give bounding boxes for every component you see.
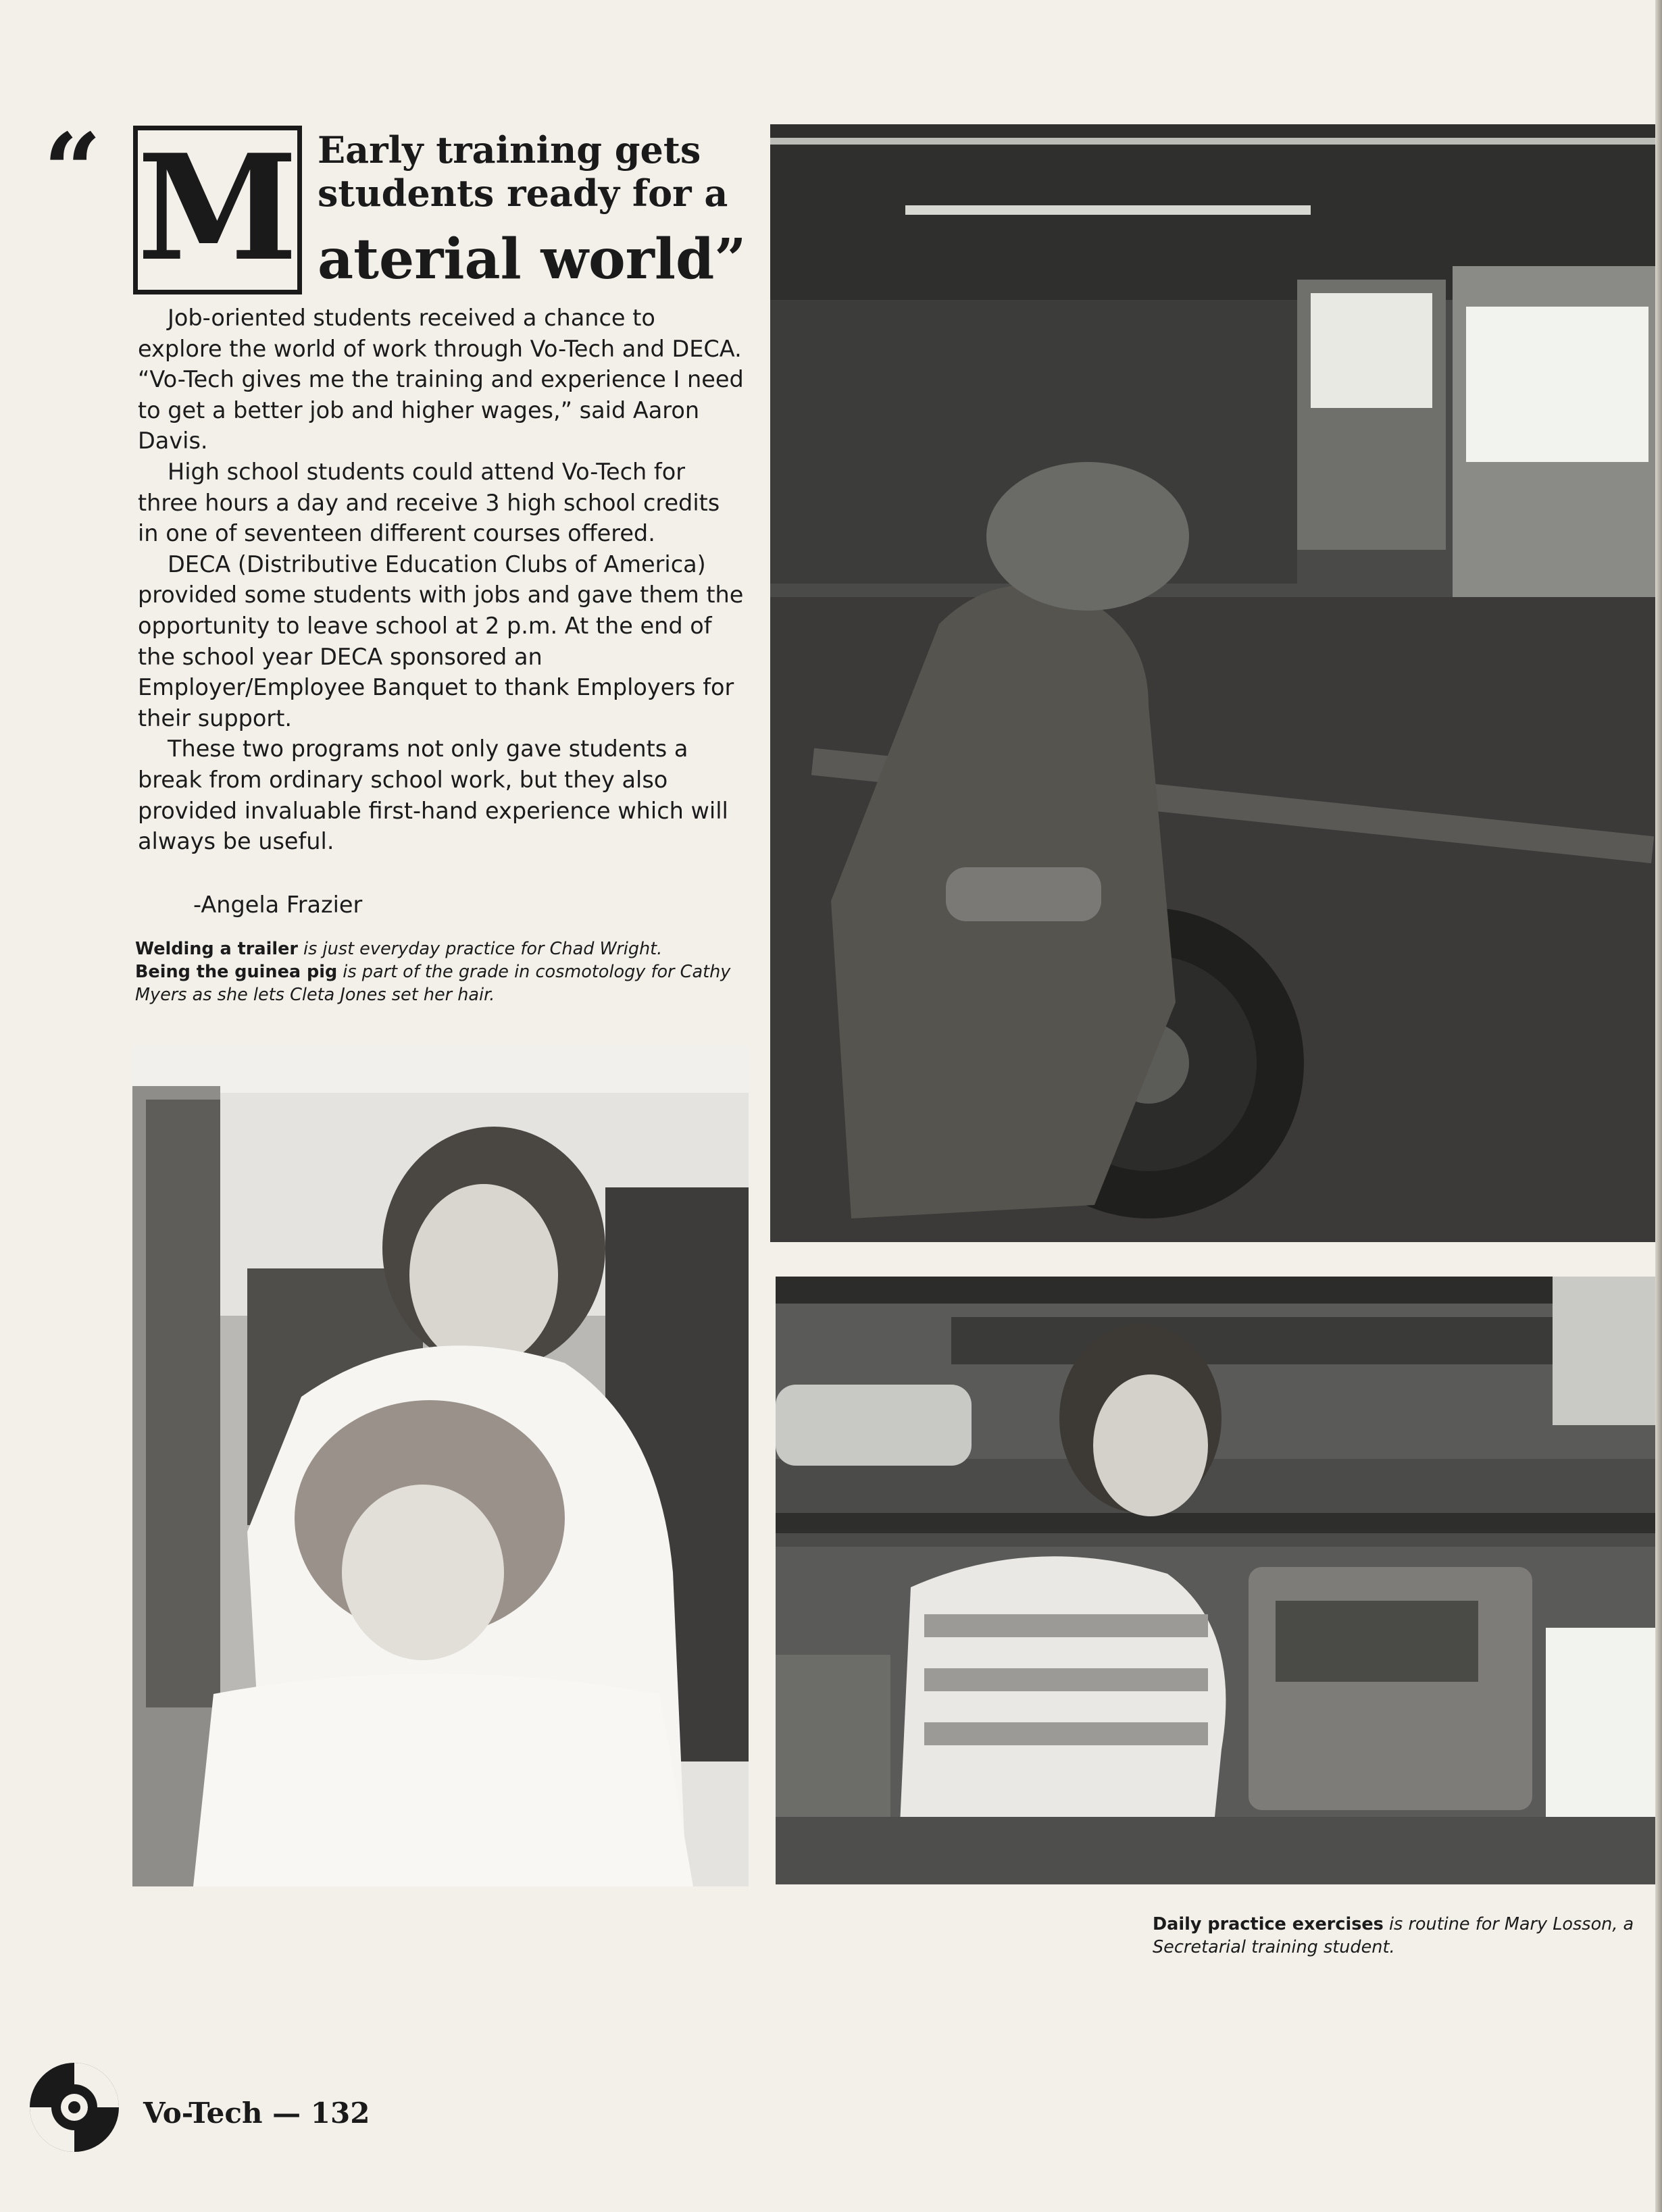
caption-hair-lead: Being the guinea pig bbox=[135, 962, 338, 982]
headline-open-quote: “ bbox=[43, 111, 102, 230]
folio-page-number: 132 bbox=[310, 2097, 370, 2130]
caption-typing-text: is routine for Mary Losson, a Secretarial training student. bbox=[1153, 1914, 1634, 1957]
caption-welding-text: is just everyday practice for Chad Wright. bbox=[297, 939, 663, 959]
caption-hair bbox=[135, 960, 763, 1006]
photo-captions-left bbox=[135, 937, 763, 1006]
typing-photo bbox=[776, 1277, 1655, 1884]
page-folio bbox=[143, 2097, 370, 2130]
page-gutter-shadow bbox=[1655, 0, 1662, 2212]
folio-separator: — bbox=[272, 2097, 301, 2130]
caption-typing bbox=[1153, 1913, 1659, 1959]
article-paragraph: These two programs not only gave students a break from ordinary school work, but they also provided invaluable first-hand experience which will always be useful. bbox=[138, 736, 728, 855]
article-body bbox=[138, 303, 746, 857]
record-disc-icon bbox=[27, 2060, 122, 2155]
headline-line-2: students ready for a bbox=[318, 172, 728, 215]
article-byline: -Angela Frazier bbox=[193, 892, 363, 918]
caption-typing-lead: Daily practice exercises bbox=[1153, 1914, 1384, 1934]
article-paragraph: Job-oriented students received a chance to explore the world of work through Vo-Tech and DECA. “Vo-Tech gives me the training and experience I need to get a better job and higher wages,” said Aaron Davis. bbox=[138, 305, 744, 455]
headline-line-3: aterial world” bbox=[318, 227, 747, 292]
caption-welding bbox=[135, 937, 763, 960]
drop-cap-box bbox=[133, 122, 302, 294]
caption-hair-text: is part of the grade in cosmotology for Cathy Myers as she lets Cleta Jones set her hair. bbox=[135, 962, 731, 1005]
folio-section: Vo-Tech bbox=[143, 2097, 263, 2130]
welding-photo bbox=[770, 124, 1655, 1242]
article-paragraph: High school students could attend Vo-Tech for three hours a day and receive 3 high school credits in one of seventeen different courses offered. bbox=[138, 458, 720, 547]
article-paragraph: DECA (Distributive Education Clubs of America) provided some students with jobs and gave them the opportunity to leave school at 2 p.m. At the end of the school year DECA sponsored an Employer/Employee Banquet to thank Employers for their support. bbox=[138, 550, 744, 731]
headline-line-1: Early training gets bbox=[318, 128, 701, 172]
cosmetology-photo bbox=[132, 1046, 749, 1886]
caption-welding-lead: Welding a trailer bbox=[135, 939, 298, 959]
drop-cap-letter: M bbox=[137, 122, 298, 293]
